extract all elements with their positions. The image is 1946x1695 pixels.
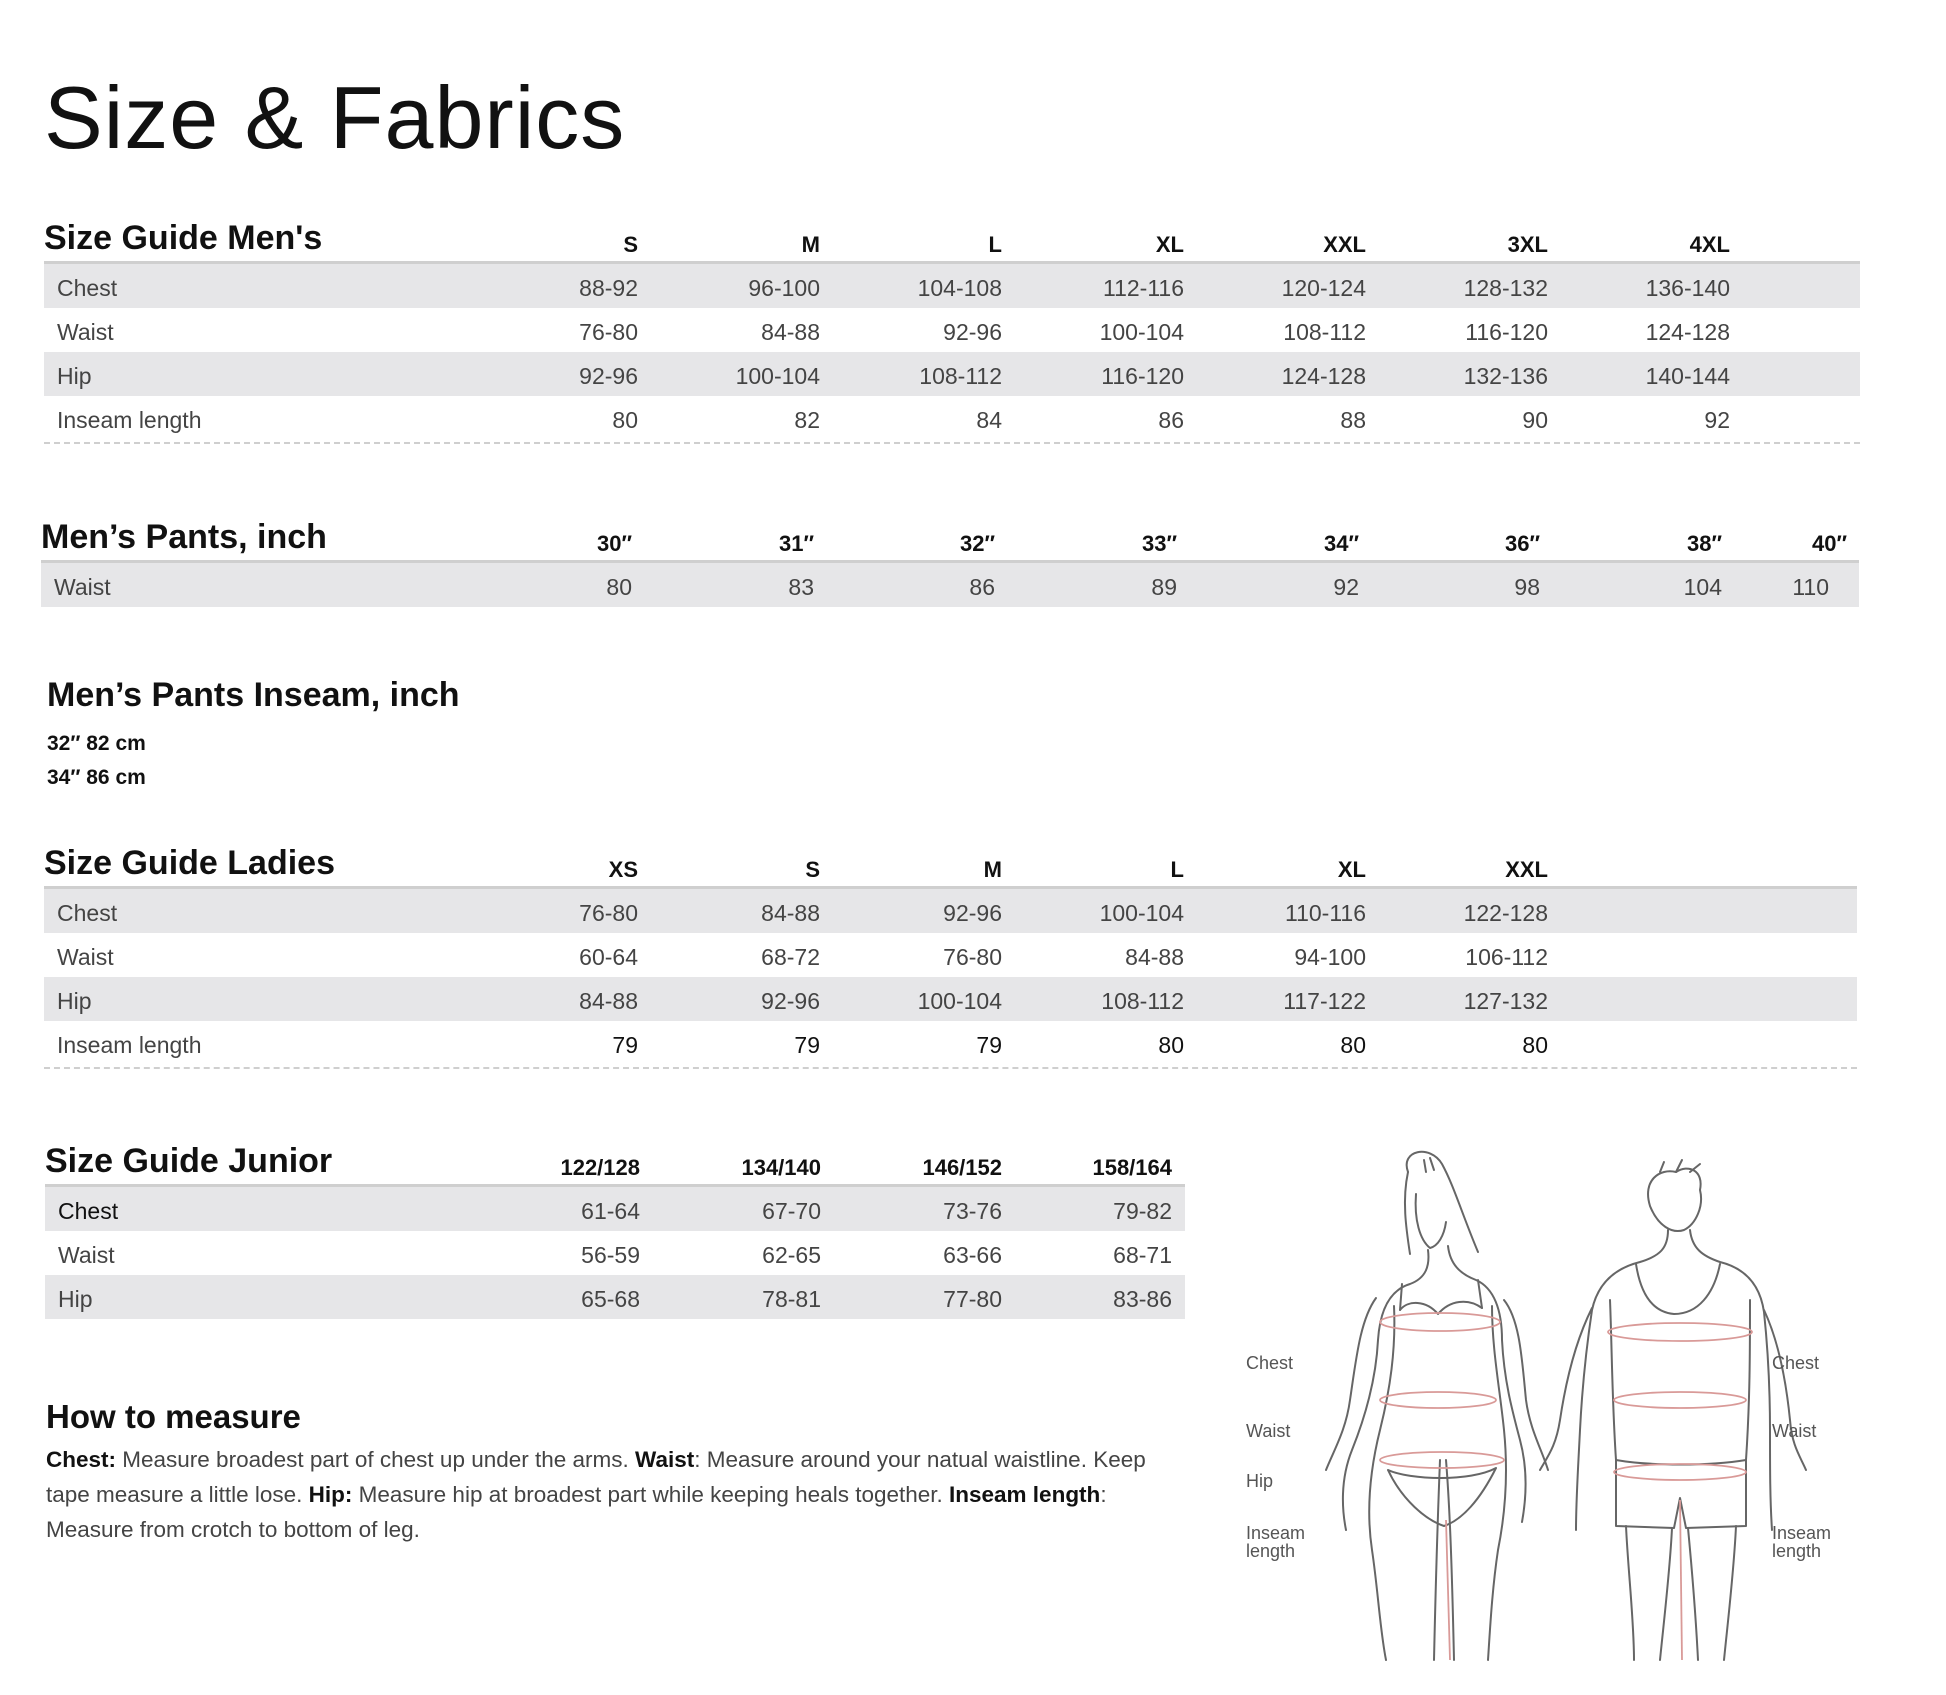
table-row (45, 1187, 1185, 1231)
cell-value: 100-104 (917, 988, 1002, 1014)
cell-value: 116-120 (1465, 319, 1548, 345)
mens-pants-table (41, 519, 1859, 607)
how-to-measure-text (46, 1442, 1166, 1547)
figure-label-chest-right: Chest (1772, 1353, 1820, 1373)
table-row (44, 1021, 1857, 1065)
column-header: XXL (1323, 232, 1366, 257)
row-label: Hip (57, 363, 92, 389)
cell-value: 140-144 (1645, 363, 1730, 389)
inseam-label-line: Inseam (1246, 1523, 1306, 1543)
table-row (44, 977, 1857, 1021)
cell-value: 124-128 (1281, 363, 1366, 389)
cell-value: 79-82 (1113, 1198, 1172, 1224)
column-header: 158/164 (1092, 1155, 1172, 1180)
cell-value: 116-120 (1101, 363, 1184, 389)
row-label: Waist (54, 574, 111, 600)
cell-value: 92-96 (579, 363, 638, 389)
cell-value: 79 (612, 1032, 638, 1058)
text-inseam: : Measure from crotch to bottom of leg. (46, 1482, 1107, 1542)
cell-value: 92-96 (943, 319, 1002, 345)
table-header (45, 1143, 1185, 1187)
cell-value: 68-72 (761, 944, 820, 970)
table-title: Size Guide Junior (45, 1142, 333, 1180)
row-label: Hip (58, 1286, 93, 1312)
cell-value: 117-122 (1283, 988, 1366, 1014)
cell-value: 73-76 (943, 1198, 1002, 1224)
cell-value: 76-80 (579, 900, 638, 926)
cell-value: 124-128 (1645, 319, 1730, 345)
how-to-measure (46, 1398, 1166, 1547)
page-title: Size & Fabrics (44, 68, 626, 167)
figure-label-inseam-right (1772, 1524, 1831, 1560)
cell-value: 60-64 (579, 944, 638, 970)
table-row (41, 563, 1859, 607)
cell-value: 84-88 (1125, 944, 1184, 970)
inseam-label-line: Inseam (1772, 1523, 1832, 1543)
column-header: XXL (1505, 857, 1548, 882)
cell-value: 80 (1158, 1032, 1184, 1058)
cell-value: 65-68 (581, 1286, 640, 1312)
cell-value: 92-96 (943, 900, 1002, 926)
cell-value: 79 (976, 1032, 1002, 1058)
cell-value: 82 (794, 407, 820, 433)
cell-value: 83-86 (1113, 1286, 1172, 1312)
cell-value: 98 (1514, 574, 1540, 600)
body-outline-illustration (1230, 1150, 1870, 1670)
table-header (41, 519, 1859, 563)
row-label: Chest (57, 275, 118, 301)
table-bottom-rule (44, 1067, 1857, 1069)
cell-value: 84-88 (579, 988, 638, 1014)
cell-value: 108-112 (1283, 319, 1366, 345)
row-label: Waist (58, 1242, 115, 1268)
column-header: 134/140 (741, 1155, 821, 1180)
table-row (45, 1231, 1185, 1275)
cell-value: 76-80 (579, 319, 638, 345)
cell-value: 92 (1333, 574, 1359, 600)
table-title: Men’s Pants, inch (41, 518, 327, 556)
cell-value: 68-71 (1113, 1242, 1172, 1268)
cell-value: 76-80 (943, 944, 1002, 970)
cell-value: 108-112 (919, 363, 1002, 389)
column-header: 146/152 (922, 1155, 1002, 1180)
cell-value: 63-66 (943, 1242, 1002, 1268)
table-header (44, 845, 1857, 889)
table-row (44, 352, 1860, 396)
row-label: Hip (57, 988, 92, 1014)
table-row (44, 264, 1860, 308)
inseam-label-line: length (1772, 1541, 1822, 1561)
cell-value: 100-104 (735, 363, 820, 389)
cell-value: 84 (976, 407, 1002, 433)
cell-value: 122-128 (1463, 900, 1548, 926)
text-hip: Measure hip at broadest part while keeping heals together. (352, 1482, 950, 1507)
column-header: XL (1155, 232, 1184, 257)
cell-value: 86 (969, 574, 995, 600)
column-header: 40″ (1811, 531, 1847, 556)
term-waist: Waist (635, 1447, 695, 1472)
table-row (44, 396, 1860, 440)
cell-value: 110 (1792, 574, 1829, 600)
figure-label-inseam-left (1246, 1524, 1305, 1560)
cell-value: 96-100 (748, 275, 820, 301)
column-header: S (805, 857, 820, 882)
cell-value: 128-132 (1463, 275, 1548, 301)
cell-value: 90 (1522, 407, 1548, 433)
table-title: Size Guide Ladies (44, 844, 335, 882)
table-row (44, 308, 1860, 352)
cell-value: 61-64 (581, 1198, 640, 1224)
cell-value: 88 (1340, 407, 1366, 433)
cell-value: 80 (606, 574, 632, 600)
column-header: 122/128 (560, 1155, 640, 1180)
cell-value: 136-140 (1645, 275, 1730, 301)
cell-value: 132-136 (1463, 363, 1548, 389)
inseam-note (47, 676, 460, 795)
text-chest: Measure broadest part of chest up under the arms. (116, 1447, 636, 1472)
table-header (44, 220, 1860, 264)
cell-value: 108-112 (1101, 988, 1184, 1014)
figure-label-chest-left: Chest (1246, 1353, 1294, 1373)
ladies-size-table (44, 845, 1857, 1065)
measurement-figure (1230, 1150, 1870, 1670)
row-label: Inseam length (57, 407, 202, 433)
cell-value: 112-116 (1103, 275, 1184, 301)
column-header: 3XL (1507, 232, 1548, 257)
mens-size-table (44, 220, 1860, 440)
cell-value: 92 (1704, 407, 1730, 433)
how-to-measure-title: How to measure (46, 1398, 301, 1435)
cell-value: 104 (1683, 574, 1722, 600)
cell-value: 100-104 (1099, 900, 1184, 926)
column-header: 34″ (1323, 531, 1359, 556)
cell-value: 84-88 (761, 319, 820, 345)
column-header: 32″ (959, 531, 995, 556)
row-label: Waist (57, 944, 114, 970)
text-waist: : Measure around your natual waistline. Keep tape measure a little lose. (46, 1447, 1146, 1507)
column-header: 33″ (1141, 531, 1177, 556)
table-title: Size Guide Men's (44, 219, 323, 257)
table-row (44, 889, 1857, 933)
term-hip: Hip: (308, 1482, 353, 1507)
cell-value: 77-80 (943, 1286, 1002, 1312)
cell-value: 56-59 (581, 1242, 640, 1268)
cell-value: 67-70 (762, 1198, 821, 1224)
cell-value: 94-100 (1294, 944, 1366, 970)
inseam-line: 34″ 86 cm (47, 766, 146, 789)
cell-value: 80 (1522, 1032, 1548, 1058)
column-header: 36″ (1504, 531, 1540, 556)
inseam-title: Men’s Pants Inseam, inch (47, 676, 460, 714)
inseam-label-line: length (1246, 1541, 1296, 1561)
cell-value: 84-88 (761, 900, 820, 926)
row-label: Waist (57, 319, 114, 345)
row-label: Chest (58, 1198, 119, 1224)
column-header: 31″ (778, 531, 814, 556)
inseam-line: 32″ 82 cm (47, 732, 146, 755)
column-header: 38″ (1686, 531, 1722, 556)
column-header: 30″ (596, 531, 632, 556)
column-header: M (983, 857, 1002, 882)
cell-value: 80 (1340, 1032, 1366, 1058)
junior-size-table (45, 1143, 1185, 1319)
row-label: Inseam length (57, 1032, 202, 1058)
column-header: 4XL (1689, 232, 1730, 257)
cell-value: 86 (1158, 407, 1184, 433)
cell-value: 88-92 (579, 275, 638, 301)
cell-value: 100-104 (1099, 319, 1184, 345)
cell-value: 120-124 (1281, 275, 1366, 301)
figure-label-hip-left: Hip (1246, 1471, 1274, 1491)
cell-value: 92-96 (761, 988, 820, 1014)
cell-value: 127-132 (1463, 988, 1548, 1014)
cell-value: 80 (612, 407, 638, 433)
term-inseam: Inseam length (949, 1482, 1101, 1507)
cell-value: 62-65 (762, 1242, 821, 1268)
cell-value: 110-116 (1285, 900, 1366, 926)
figure-label-waist-right: Waist (1772, 1421, 1817, 1441)
row-label: Chest (57, 900, 118, 926)
column-header: XS (608, 857, 638, 882)
cell-value: 104-108 (917, 275, 1002, 301)
column-header: XL (1337, 857, 1366, 882)
cell-value: 89 (1151, 574, 1177, 600)
table-bottom-rule (44, 442, 1860, 444)
figure-label-waist-left: Waist (1246, 1421, 1291, 1441)
column-header: S (623, 232, 638, 257)
cell-value: 78-81 (762, 1286, 821, 1312)
cell-value: 106-112 (1465, 944, 1548, 970)
column-header: M (801, 232, 820, 257)
table-row (45, 1275, 1185, 1319)
column-header: L (988, 232, 1002, 257)
term-chest: Chest: (46, 1447, 117, 1472)
table-row (44, 933, 1857, 977)
cell-value: 79 (794, 1032, 820, 1058)
column-header: L (1170, 857, 1184, 882)
cell-value: 83 (788, 574, 814, 600)
